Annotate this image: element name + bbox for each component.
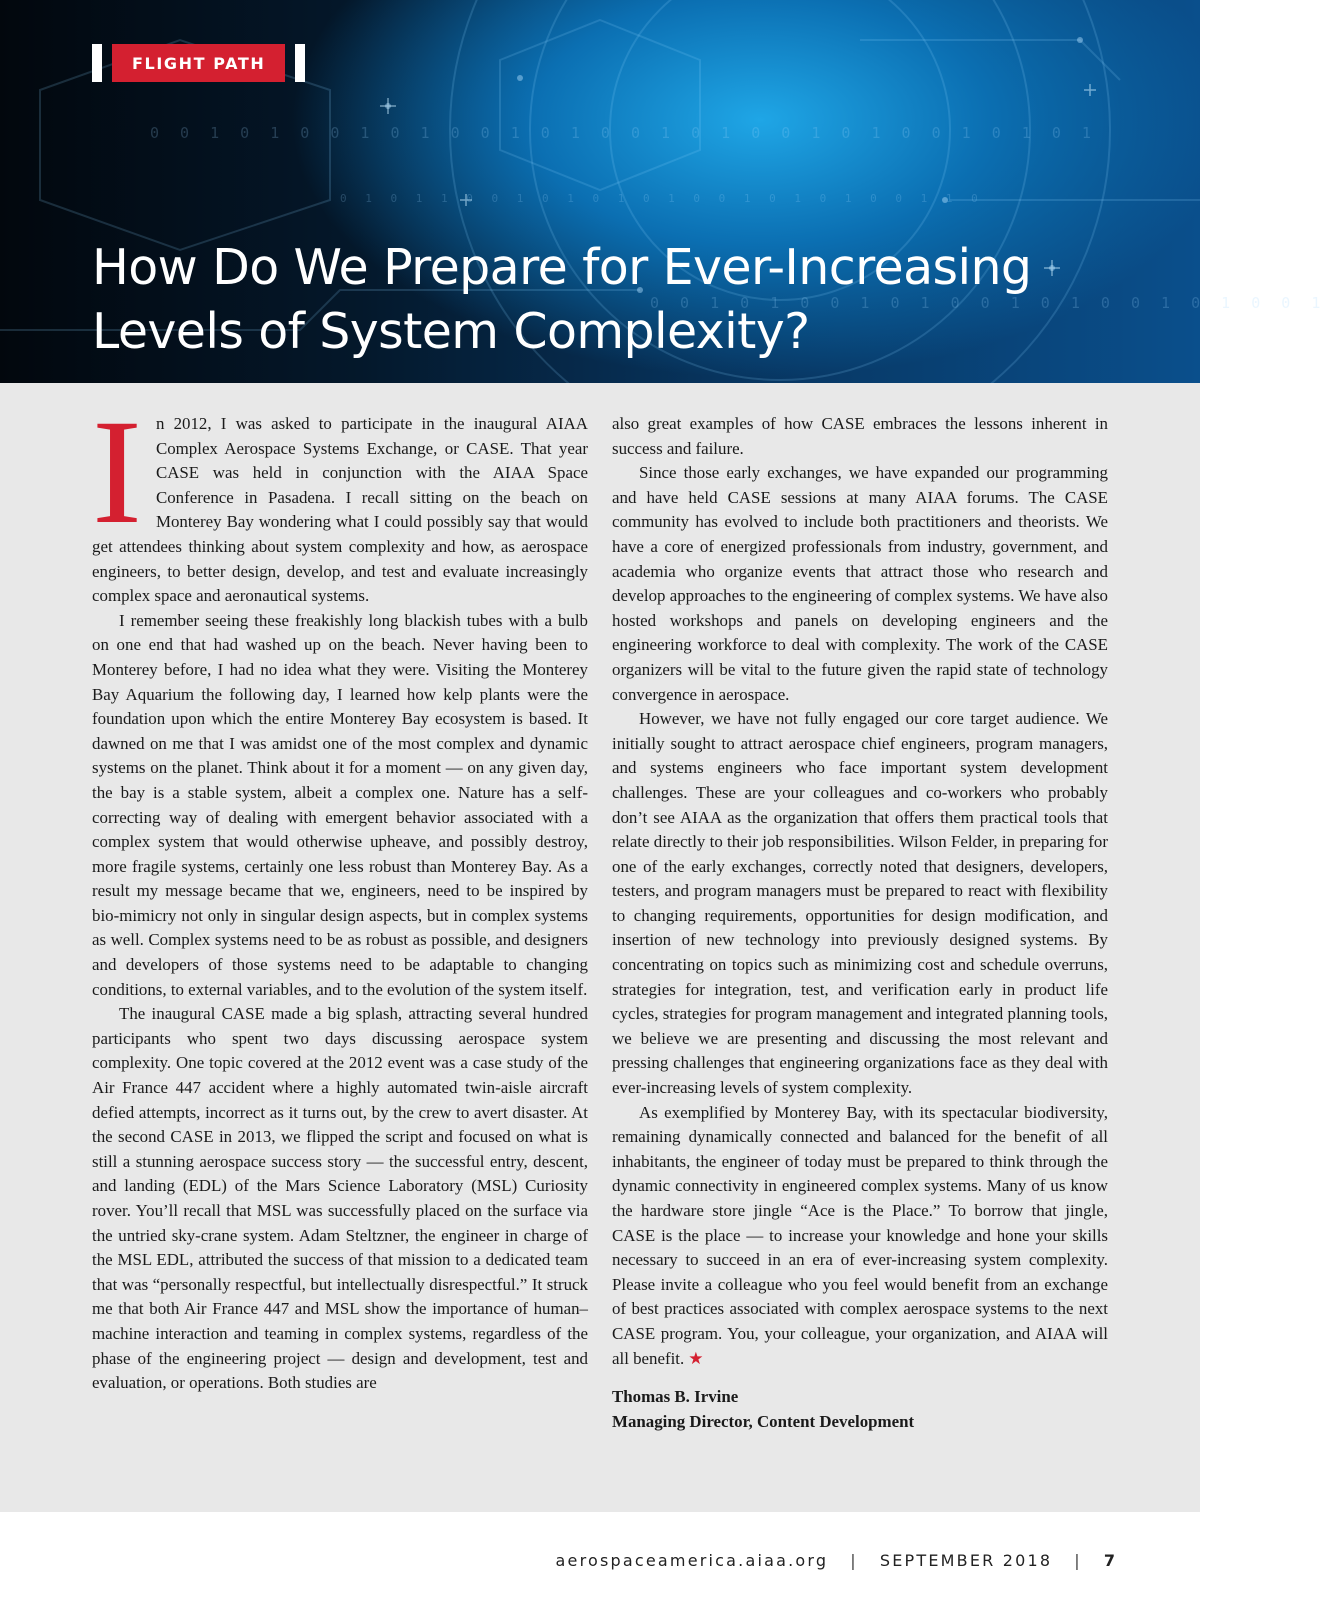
end-mark-star-icon: ★ — [688, 1348, 704, 1368]
footer-separator: | — [850, 1551, 858, 1570]
paragraph — [612, 1101, 1108, 1372]
section-tag — [92, 44, 305, 82]
author-title: Managing Director, Content Development — [612, 1411, 915, 1431]
author-signature — [612, 1385, 1108, 1434]
page-footer — [556, 1551, 1115, 1570]
tag-bar-right — [295, 44, 305, 82]
paragraph: I remember seeing these freakishly long blackish tubes with a bulb on one end that had washed up on the beach. Never having been to Monterey before, I had no idea what they were. Visiting the Monterey Bay Aquarium the following day, I learned how kelp plants were the foundation upon which the entire Monterey Bay ecosystem is based. It dawned on me that I was amidst one of the most complex and dynamic systems on the planet. Think about it for a moment — on any given day, the bay is a stable system, albeit a complex one. Nature has a self-correcting way of dealing with emergent behavior associated with a complex system that would otherwise upheave, and possibly destroy, more fragile systems, certainly one less robust than Monterey Bay. As a result my message became that we, engineers, need to be inspired by bio-mimicry not only in singular design aspects, but in complex systems as well. Complex systems need to be as robust as possible, and designers and developers of those systems need to be adaptable to changing conditions, to external variables, and to the evolution of the system itself. — [92, 610, 588, 999]
page-number: 7 — [1103, 1551, 1115, 1570]
author-name: Thomas B. Irvine — [612, 1387, 739, 1407]
paragraph: However, we have not fully engaged our core target audience. We initially sought to attract aerospace chief engineers, program managers, and systems engineers who face important system development challenges. These are your colleagues and co-workers who probably don’t see AIAA as the organization that offers them practical tools that relate directly to their job responsibilities. Wilson Felder, in preparing for one of the early exchanges, correctly noted that designers, developers, testers, and program managers must be prepared to react with flexibility to changing requirements, opportunities for design modification, and insertion of new technology into previously designed systems. By concentrating on topics such as minimizing cost and schedule overruns, strategies for integration, test, and verification early in product life cycles, strategies for program management and integrated planning tools, we believe we are presenting and discussing the most relevant and pressing challenges that engineering organizations face as they deal with ever-increasing levels of system complexity. — [612, 709, 1108, 1098]
hero-banner — [0, 0, 1326, 383]
paragraph — [92, 389, 588, 609]
footer-separator: | — [1074, 1551, 1082, 1570]
binary-pattern: 0 0 1 0 1 0 0 1 0 1 0 0 1 0 1 0 0 1 0 1 0 0 1 0 1 0 0 1 0 1 0 1 — [150, 124, 1097, 142]
paragraph-text: n 2012, I was asked to participate in the inaugural AIAA Complex Aerospace Systems Exchange, or CASE. That year CASE was held in conjunction with the AIAA Space Conference in Pasadena. I recall sitting on the beach on Monterey Bay wondering what I could possibly say that would get attendees thinking about system complexity and how, as aerospace engineers, to better design, develop, and test and evaluate increasingly complex space and aeronautical systems. — [92, 414, 588, 606]
paragraph: also great examples of how CASE embraces the lessons inherent in success and failure. — [612, 414, 1108, 458]
drop-cap: I — [92, 389, 142, 555]
article-headline: How Do We Prepare for Ever-Increasing Levels of System Complexity? — [92, 239, 1032, 360]
article-column-left — [92, 389, 588, 1396]
article-column-right — [612, 412, 1108, 1434]
paragraph-text: As exemplified by Monterey Bay, with its spectacular biodiversity, remaining dynamically connected and balanced for the benefit of all inhabitants, the engineer of today must be prepared to think through the dynamic connectivity in engineered complex systems. Many of us know the hardware store jingle “Ace is the Place.” To borrow that jingle, CASE is the place — to increase your knowledge and hone your skills necessary to succeed in an era of ever-increasing system complexity. Please invite a colleague who you feel would benefit from an exchange of best practices associated with complex aerospace systems to the next CASE program. You, your colleague, your organization, and AIAA will all benefit. — [612, 1102, 1108, 1368]
tag-bar-left — [92, 44, 102, 82]
binary-pattern: 0 1 0 1 1 0 0 1 0 1 0 1 0 1 0 0 1 0 1 0 1 0 0 1 1 0 — [340, 192, 984, 205]
paragraph: Since those early exchanges, we have expanded our programming and have held CASE sessions at many AIAA forums. The CASE community has evolved to include both practitioners and theorists. We have a core of energized professionals from industry, government, and academia who organize events that attract those who research and develop approaches to the engineering of complex systems. We have also hosted workshops and panels on developing engineers and the engineering workforce to deal with complexity. The work of the CASE organizers will be vital to the future given the rapid state of technology convergence in aerospace. — [612, 463, 1108, 704]
binary-pattern: 0 0 1 0 1 0 0 1 0 1 0 0 1 0 1 0 0 1 0 1 0 0 1 — [650, 294, 1326, 312]
paragraph: The inaugural CASE made a big splash, attracting several hundred participants who spent two days discussing aerospace system complexity. One topic covered at the 2012 event was a case study of the Air France 447 accident where a highly automated twin-aisle aircraft defied attempts, incorrect as it turns out, by the crew to avert disaster. At the second CASE in 2013, we flipped the script and focused on what is still a stunning aerospace success story — the successful entry, descent, and landing (EDL) of the Mars Science Laboratory (MSL) Curiosity rover. You’ll recall that MSL was successfully placed on the surface via the untried sky-crane system. Adam Steltzner, the engineer in charge of the MSL EDL, attributed the success of that mission to a dedicated team that was “personally respectful, but intellectually disrespectful.” It struck me that both Air France 447 and MSL show the importance of human–machine interaction and teaming in complex systems, regardless of the phase of the engineering project — design and development, test and evaluation, or operations. Both studies are — [92, 1004, 588, 1393]
footer-issue: SEPTEMBER 2018 — [879, 1551, 1053, 1570]
footer-url: aerospaceamerica.aiaa.org — [555, 1551, 829, 1570]
section-tag-label: FLIGHT PATH — [112, 44, 285, 82]
